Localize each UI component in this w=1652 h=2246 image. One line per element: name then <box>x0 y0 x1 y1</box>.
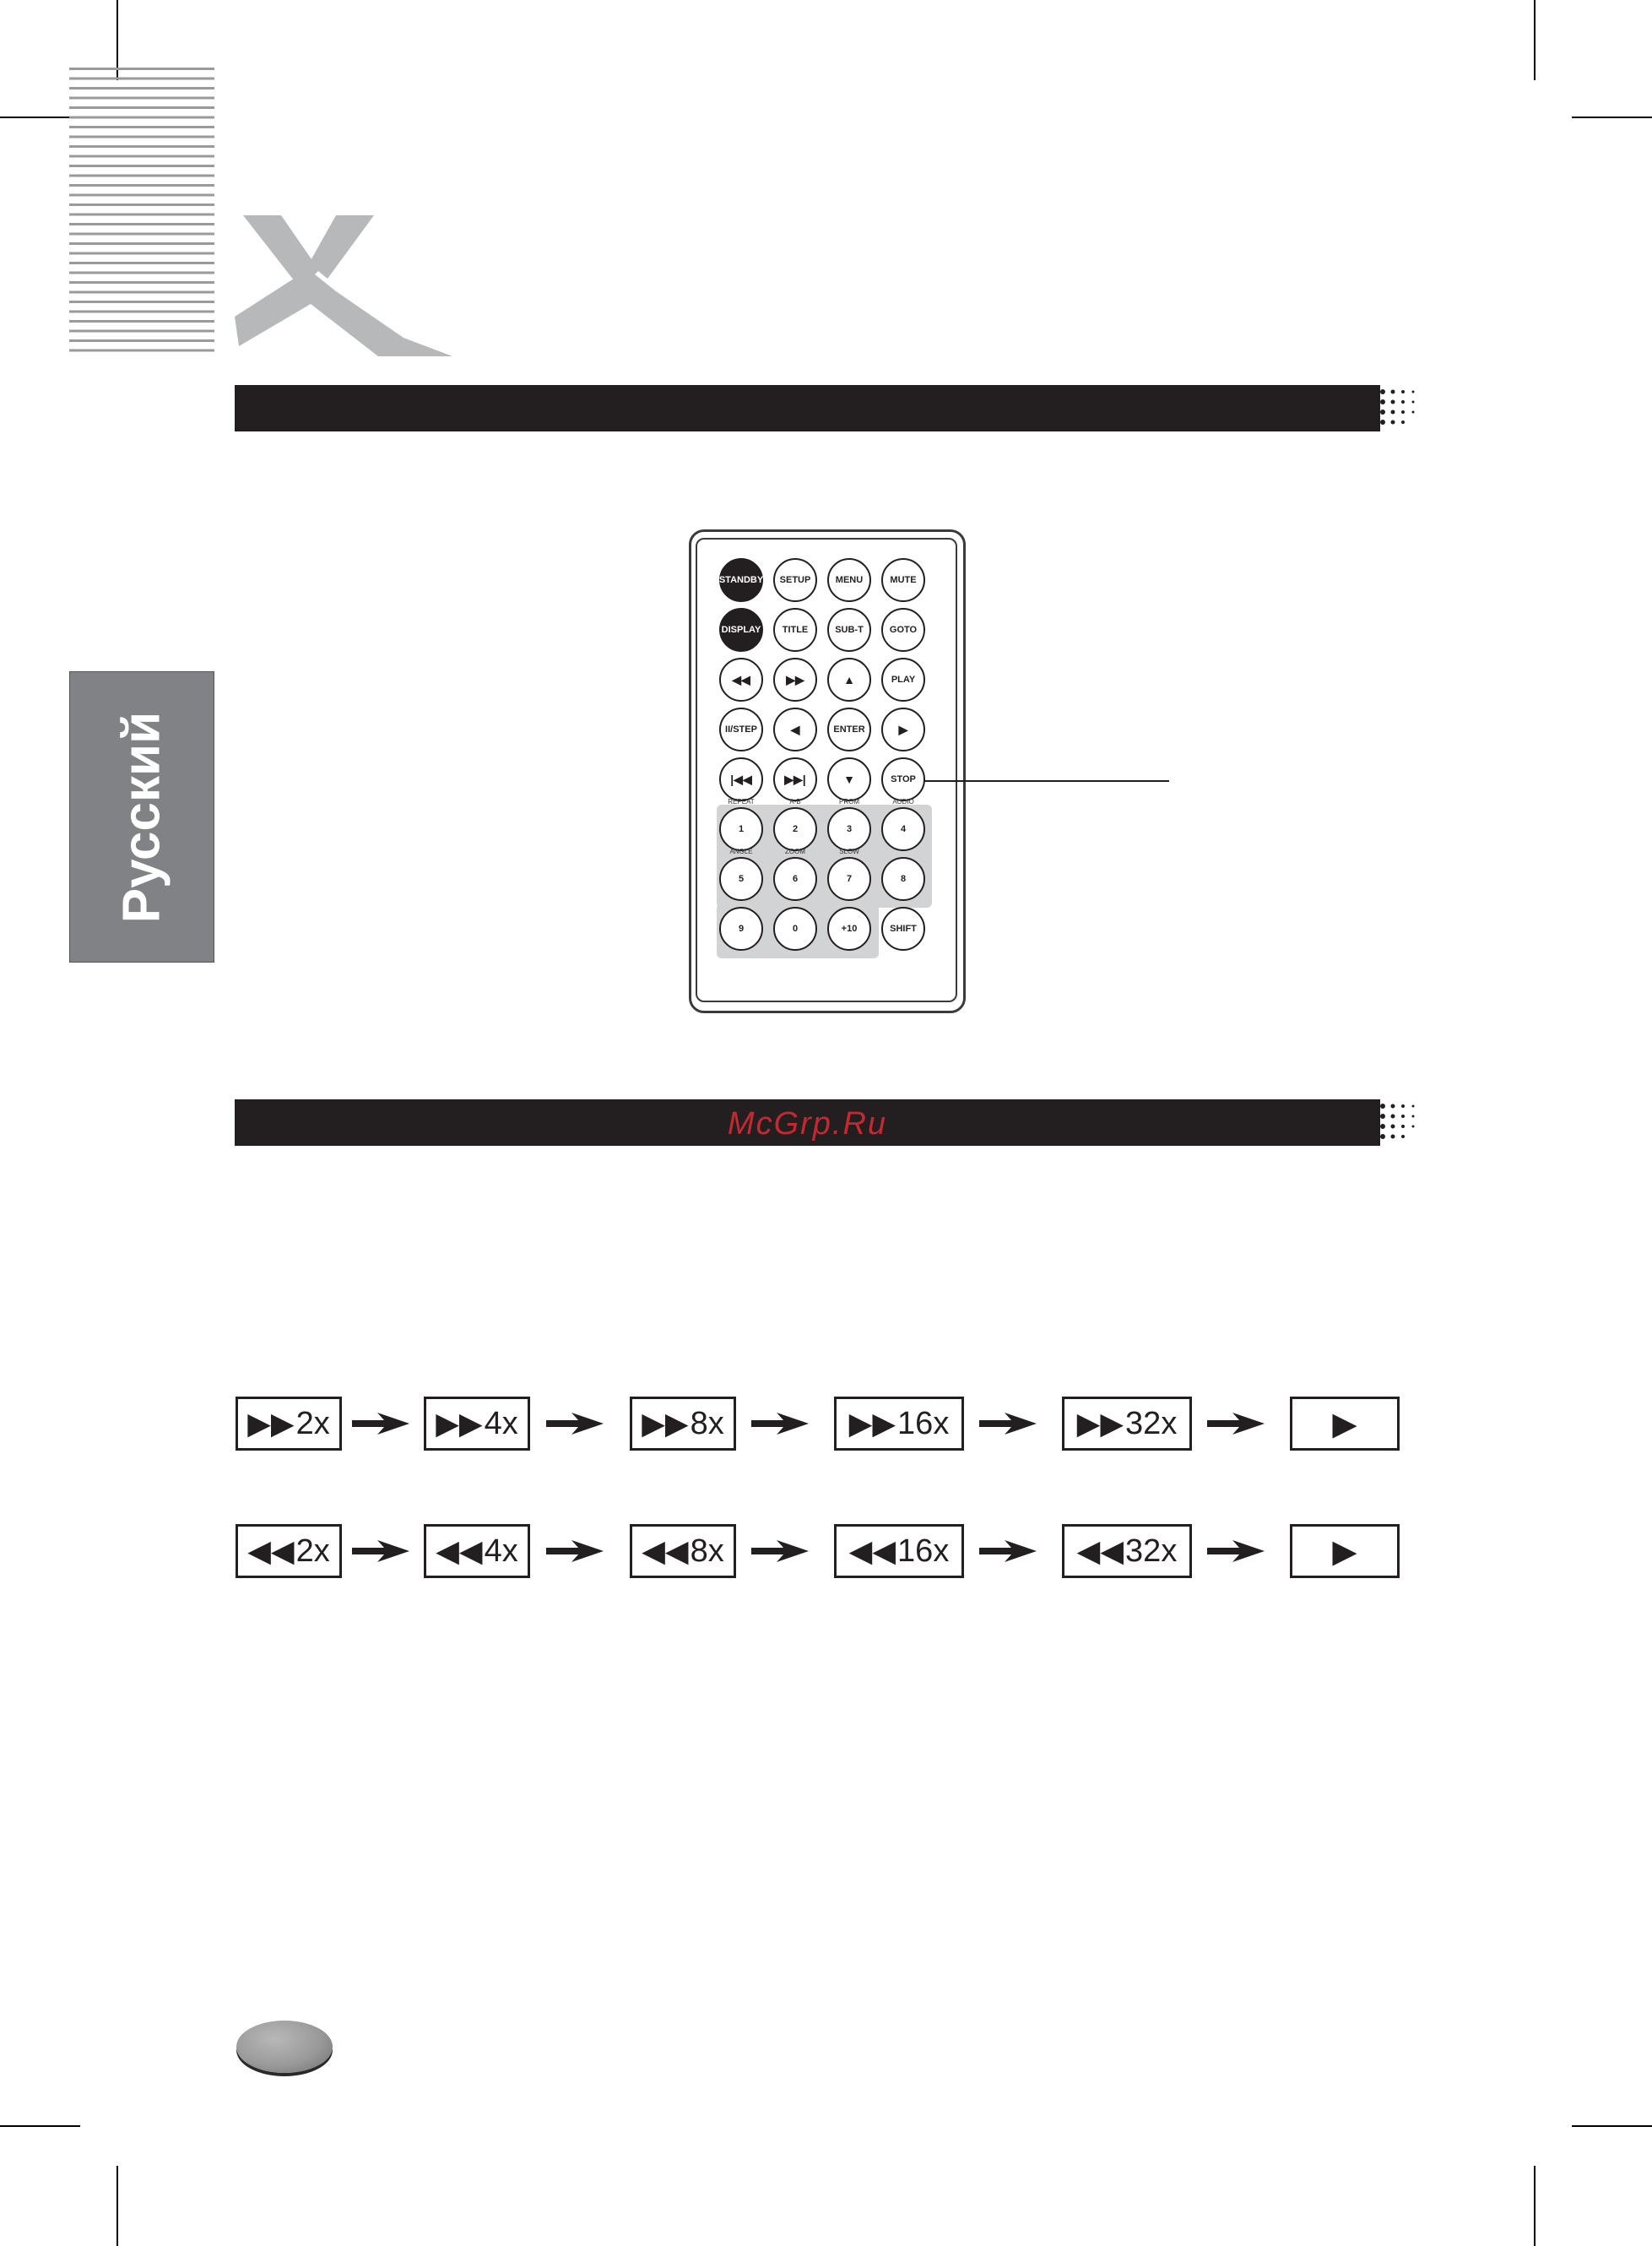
remote-9-button[interactable]: 9 <box>719 907 763 951</box>
sequence-arrow-icon <box>1207 1413 1265 1435</box>
forward-speed-box <box>834 1397 964 1451</box>
section-header-band <box>235 385 1380 431</box>
language-tab-label: Русский <box>112 711 171 923</box>
remote-stop-button[interactable]: STOP <box>881 757 925 801</box>
fast-forward-icon: ▶▶ <box>436 1406 483 1440</box>
remote-fast-forward-button[interactable]: ▶▶ <box>773 658 817 702</box>
play-icon: ▶ <box>1332 1533 1357 1570</box>
speed-value: 8x <box>690 1533 724 1569</box>
sequence-arrow-icon <box>546 1413 604 1435</box>
speed-value: 16x <box>897 1533 950 1569</box>
section-header-band <box>235 1099 1380 1146</box>
remote-rewind-button[interactable]: ◀◀ <box>719 658 763 702</box>
remote-down-arrow-button[interactable]: ▼ <box>827 757 871 801</box>
remote-shift-button[interactable]: SHIFT <box>881 907 925 951</box>
remote-button-sublabel: A-B <box>789 798 801 806</box>
crop-mark <box>0 117 80 118</box>
reverse-speed-box <box>236 1524 342 1578</box>
remote-button-sublabel: REPEAT <box>728 798 755 806</box>
remote-mute-button[interactable]: MUTE <box>881 558 925 602</box>
rewind-icon: ◀◀ <box>436 1533 483 1568</box>
decorative-stripes <box>69 68 214 359</box>
speed-value: 8x <box>690 1406 724 1441</box>
remote-goto-button[interactable]: GOTO <box>881 608 925 652</box>
fast-forward-icon: ▶▶ <box>642 1406 689 1440</box>
crop-mark <box>1534 0 1536 80</box>
remote-enter-button[interactable]: ENTER <box>827 708 871 751</box>
rewind-icon: ◀◀ <box>642 1533 689 1568</box>
remote-5-button[interactable]: 5 <box>719 857 763 901</box>
speed-value: 2x <box>295 1533 330 1569</box>
halftone-dots <box>1368 1099 1425 1146</box>
remote-up-arrow-button[interactable]: ▲ <box>827 658 871 702</box>
sequence-arrow-icon <box>546 1540 604 1562</box>
remote-title-button[interactable]: TITLE <box>773 608 817 652</box>
crop-mark <box>0 2125 80 2127</box>
remote-right-arrow-button[interactable]: ▶ <box>881 708 925 751</box>
fast-forward-icon: ▶▶ <box>848 1406 896 1440</box>
remote-8-button[interactable]: 8 <box>881 857 925 901</box>
remote-plus10-button[interactable]: +10 <box>827 907 871 951</box>
play-icon: ▶ <box>1332 1406 1357 1442</box>
reverse-speed-box <box>424 1524 530 1578</box>
speed-value: 32x <box>1125 1533 1178 1569</box>
remote-standby-button[interactable]: STANDBY <box>719 558 763 602</box>
forward-normal-play-box <box>1290 1397 1400 1451</box>
remote-3-button[interactable]: 3 <box>827 807 871 851</box>
speed-value: 2x <box>295 1406 330 1441</box>
crop-mark <box>1572 2125 1652 2127</box>
remote-menu-button[interactable]: MENU <box>827 558 871 602</box>
remote-6-button[interactable]: 6 <box>773 857 817 901</box>
remote-setup-button[interactable]: SETUP <box>773 558 817 602</box>
language-tab <box>69 671 214 963</box>
reverse-speed-box <box>630 1524 736 1578</box>
reverse-speed-box <box>1062 1524 1192 1578</box>
remote-sub-t-button[interactable]: SUB-T <box>827 608 871 652</box>
rewind-icon: ◀◀ <box>1076 1533 1124 1568</box>
forward-speed-box <box>236 1397 342 1451</box>
remote-0-button[interactable]: 0 <box>773 907 817 951</box>
remote-button-sublabel: ZOOM <box>785 848 805 855</box>
sequence-arrow-icon <box>352 1413 409 1435</box>
remote-display-button[interactable]: DISPLAY <box>719 608 763 652</box>
watermark-text: McGrp.Ru <box>727 1106 888 1142</box>
sequence-arrow-icon <box>979 1540 1037 1562</box>
sequence-arrow-icon <box>979 1413 1037 1435</box>
remote-button-sublabel: SLOW <box>839 848 859 855</box>
remote-left-arrow-button[interactable]: ◀ <box>773 708 817 751</box>
remote-2-button[interactable]: 2 <box>773 807 817 851</box>
sequence-arrow-icon <box>352 1540 409 1562</box>
speed-value: 4x <box>484 1406 518 1441</box>
remote-7-button[interactable]: 7 <box>827 857 871 901</box>
crop-mark <box>116 2166 118 2246</box>
speed-value: 4x <box>484 1533 518 1569</box>
sequence-arrow-icon <box>751 1413 809 1435</box>
remote-next-button[interactable]: ▶▶| <box>773 757 817 801</box>
fast-forward-icon: ▶▶ <box>1076 1406 1124 1440</box>
remote-4-button[interactable]: 4 <box>881 807 925 851</box>
rewind-icon: ◀◀ <box>247 1533 295 1568</box>
crop-mark <box>1572 117 1652 118</box>
sequence-arrow-icon <box>1207 1540 1265 1562</box>
sequence-arrow-icon <box>751 1540 809 1562</box>
rewind-icon: ◀◀ <box>848 1533 896 1568</box>
remote-previous-button[interactable]: |◀◀ <box>719 757 763 801</box>
reverse-normal-play-box <box>1290 1524 1400 1578</box>
speed-value: 16x <box>897 1406 950 1441</box>
fast-forward-icon: ▶▶ <box>247 1406 295 1440</box>
speed-value: 32x <box>1125 1406 1178 1441</box>
forward-speed-box <box>424 1397 530 1451</box>
remote-button-sublabel: AUDIO <box>892 798 914 806</box>
forward-speed-box <box>630 1397 736 1451</box>
remote-button-sublabel: PROM <box>839 798 859 806</box>
remote-button-sublabel: ANGLE <box>729 848 753 855</box>
reverse-speed-box <box>834 1524 964 1578</box>
halftone-dots <box>1368 385 1425 431</box>
crop-mark <box>1534 2166 1536 2246</box>
forward-speed-box <box>1062 1397 1192 1451</box>
page-number-badge <box>236 2021 333 2073</box>
remote-ii-step-button[interactable]: II/STEP <box>719 708 763 751</box>
brand-logo <box>235 211 454 359</box>
remote-1-button[interactable]: 1 <box>719 807 763 851</box>
callout-pointer-line <box>924 780 1169 782</box>
remote-play-button[interactable]: PLAY <box>881 658 925 702</box>
